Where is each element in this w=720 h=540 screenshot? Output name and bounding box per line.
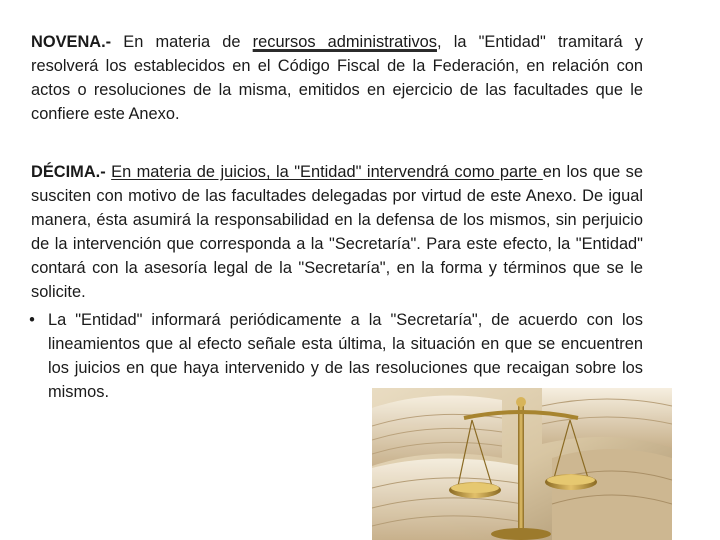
- clause-decima-heading: DÉCIMA.-: [31, 163, 106, 181]
- clause-novena-heading: NOVENA.-: [31, 33, 112, 51]
- bullet-item-text: La "Entidad" informará periódicamente a la "Secretaría", de acuerdo con los lineamientos que al efecto señale esta última, la situación en que se encuentren los juicios en que haya intervenido y de las resoluciones que recaigan sobre los mismos.: [48, 311, 643, 401]
- book-stack-right: [542, 388, 672, 540]
- clause-novena-text-1: En materia de: [111, 33, 253, 51]
- book-stack-left: [372, 396, 522, 540]
- law-books-and-scales-icon: [372, 388, 672, 540]
- clause-novena-text-2: , la "Entidad" tramitará y resolverá los establecidos en el Código Fiscal de la Federación, en relación con actos o resoluciones de la misma, emitidos en ejercicio de las facultades que le confiere este Anexo.: [31, 33, 643, 123]
- clause-novena-underlined: recursos administrativos: [252, 33, 437, 51]
- bullet-marker: •: [29, 311, 35, 329]
- clause-decima-text-2: en los que se susciten con motivo de las facultades delegadas por virtud de este Anexo. De igual manera, ésta asumirá la responsabilidad en la defensa de los mismos, sin perjuicio de la intervención que corresponda a la "Secretaría". Para este efecto, la "Entidad" contará con la asesoría legal de la "Secretaría", en la forma y términos que se le solicite.: [31, 163, 643, 301]
- clause-decima-underlined: En materia de juicios, la "Entidad" intervendrá como parte: [111, 163, 543, 181]
- clause-novena: [31, 30, 643, 126]
- clause-decima: [31, 160, 643, 304]
